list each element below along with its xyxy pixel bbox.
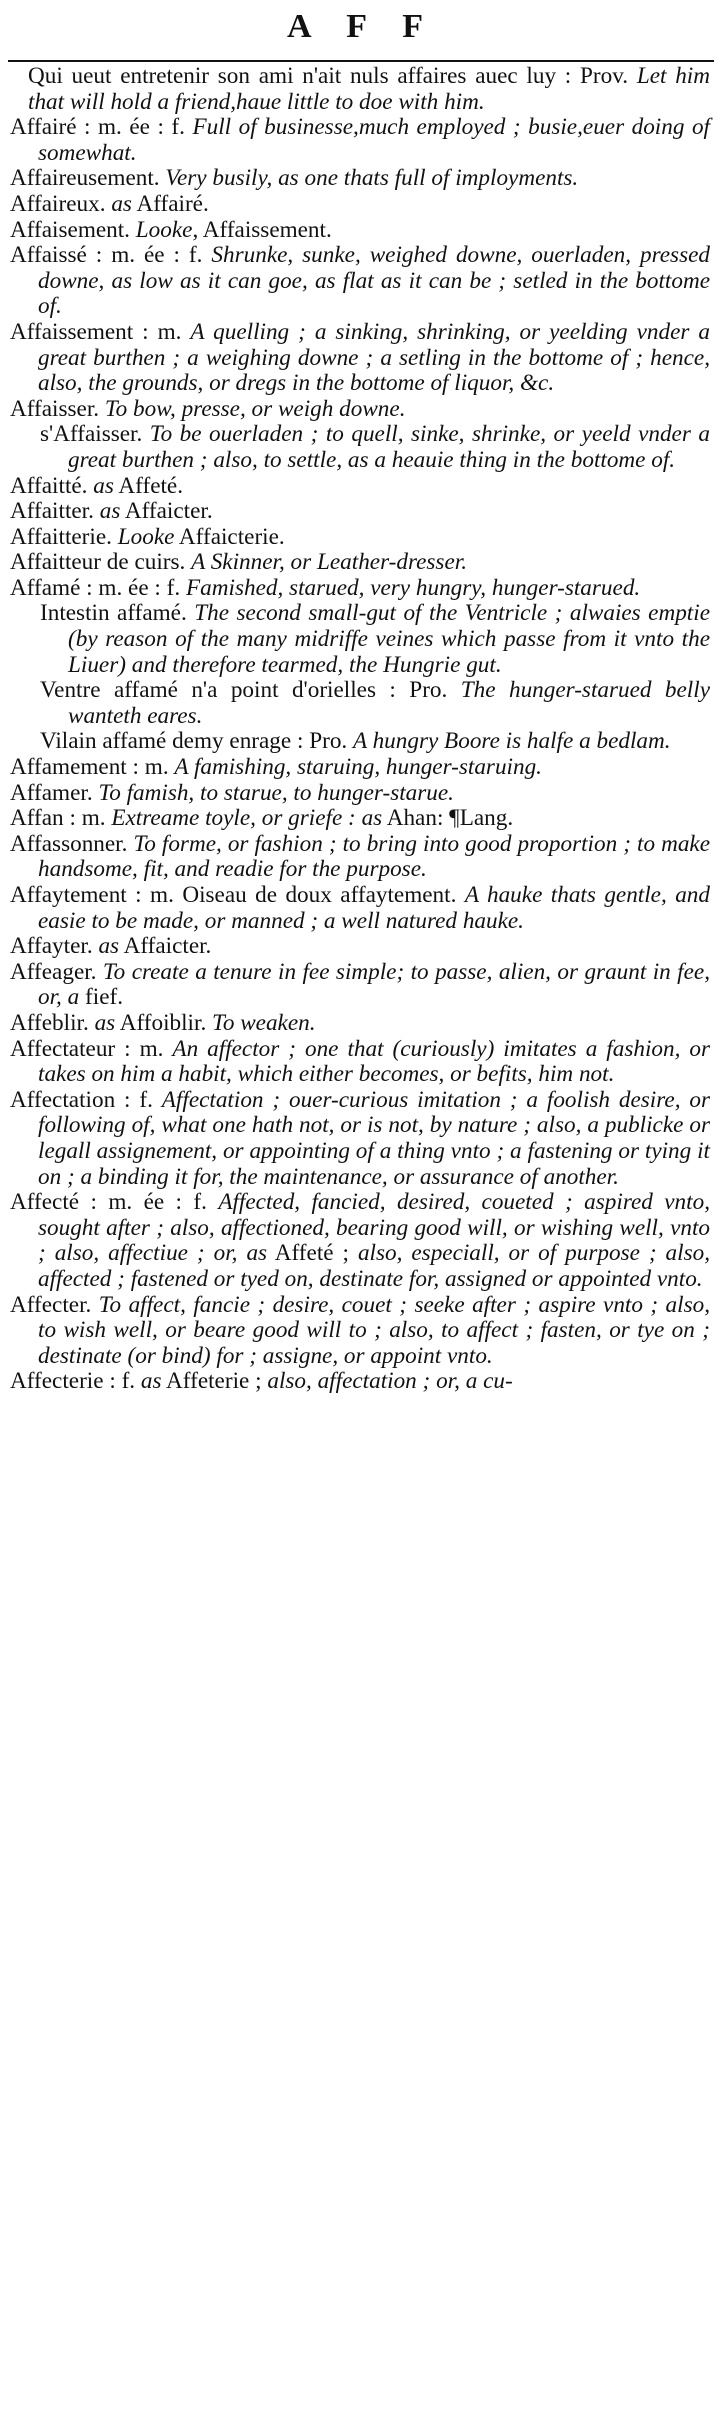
entry-headword: Affaissement : m. [10,318,191,345]
entry-headword: Affeté ; [267,1240,358,1267]
entry-translation: To bow, presse, or weigh downe. [104,395,406,422]
entry-headword: Affeterie ; [161,1368,268,1395]
entry-headword: Affaitté. [10,472,94,499]
sub-entry [10,601,710,678]
dictionary-entry [10,755,710,781]
dictionary-entry [10,576,710,602]
entry-headword: Affaicter. [120,498,213,525]
entry-translation: Very busily, as one thats full of imployments. [165,165,579,192]
entry-headword: Affeblir. [10,1009,95,1036]
dictionary-entry [10,1011,710,1037]
entry-translation: Full of businesse,much employed ; busie,euer doing of somewhat. [38,114,710,166]
entry-translation: as [98,933,120,960]
entry-headword: Affayter. [10,933,99,960]
entry-headword: Affaireusement. [10,165,166,192]
dictionary-entry [10,1293,710,1370]
entry-translation: as [111,190,132,217]
entry-translation: as [93,472,114,499]
entry-translation: as [94,1009,116,1036]
entry-translation: The hunger-starued belly wanteth eares. [68,677,710,729]
entry-headword: Affan : m. [10,805,112,832]
dictionary-entry [10,934,710,960]
entry-headword: Affaisser. [10,395,105,422]
entry-headword: , Affaissement. [192,216,332,243]
entry-headword: Affecterie : f. [10,1368,141,1395]
entry-headword: Affeager. [10,958,103,985]
dictionary-entry [10,499,710,525]
entry-headword: s'Affaisser. [40,421,150,448]
dictionary-entry [10,883,710,934]
dictionary-entry [10,1190,710,1292]
entry-translation: as [99,498,121,525]
entry-headword: Affaitteur de cuirs. [10,549,192,576]
entry-translation: Shrunke, sunke, weighed downe, ouerladen, pressed downe, as low as it can goe, as flat as it can be ; setled in the bottome of. [38,242,710,320]
entry-headword: Affecté : m. ée : f. [10,1189,219,1216]
dictionary-entry [10,474,710,500]
sub-entry [10,422,710,473]
entry-headword: Affoiblir. [115,1009,213,1036]
entry-translation: To forme, or fashion ; to bring into good proportion ; to make handsome, fit, and readie for the purpose. [38,830,711,883]
entry-headword: Intestin affamé. [40,600,195,627]
entry-headword: fief. [79,984,124,1011]
entry-translation: To be ouerladen ; to quell, sinke, shrinke, or yeeld vnder a great burthen ; also, to settle, as a heauie thing in the bottome of. [68,421,710,473]
dictionary-entry [10,550,710,576]
entry-headword: Affaireux. [10,190,112,217]
dictionary-entry [10,192,710,218]
dictionary-entry [10,115,710,166]
entry-translation: Affected, fancied, desired, coueted ; aspired vnto, sought after ; also, affectioned, bearing good will, or wishing well, vnto ; also, affectiue ; or, as [38,1189,710,1267]
entry-headword: Affecter. [10,1291,99,1318]
dictionary-entry [10,243,710,320]
entry-translation: The second small-gut of the Ventricle ; alwaies emptie (by reason of the many midriffe veines which passe from it vnto the Liuer) and therefore tearmed, the Hungrie gut. [68,600,710,678]
entry-headword: Affassonner. [10,830,134,857]
sub-entry [10,729,710,755]
dictionary-entry [10,1369,710,1395]
entry-translation: as [140,1368,162,1395]
dictionary-entry [10,525,710,551]
dictionary-entry [10,64,710,115]
entry-headword: Affaitter. [10,498,100,525]
dictionary-entry [10,960,710,1011]
entry-headword: Affairé : m. ée : f. [10,114,193,141]
entry-translation: To create a tenure in fee simple; to passe, alien, or graunt in fee, or, a [38,958,710,1011]
entry-headword: Affaicter. [119,933,212,960]
entry-translation: Extreame toyle, or griefe : as [111,805,383,832]
dictionary-entry [10,218,710,244]
entry-headword: Ventre affamé n'a point d'orielles : Pro. [40,677,461,704]
entry-headword: Affaissé : m. ée : f. [10,242,212,269]
entry-translation: A famishing, staruing, hunger-staruing. [174,754,542,781]
entry-translation: To affect, fancie ; desire, couet ; seeke after ; aspire vnto ; also, to wish well, or beare good will to ; also, to affect ; fasten, or tye on ; destinate (or bind) for ; assigne, or appoint vnto. [38,1291,711,1369]
entry-translation: An affector ; one that (curiously) imitates a fashion, or takes on him a habit, which either becomes, or befits, him not. [38,1035,710,1088]
dictionary-entry [10,166,710,192]
dictionary-entry [10,806,710,832]
entry-translation: also, especiall, or of purpose ; also, affected ; fastened or tyed on, destinate for, assigned or appointed vnto. [38,1240,710,1292]
entry-headword: Vilain affamé demy enrage : Pro. [40,728,354,755]
entry-translation: also, affectation ; or, a cu- [267,1368,513,1395]
entry-translation: Affectation ; ouer-curious imitation ; a foolish desire, or following of, what one hath not, or is not, by nature ; also, a publicke or legall assignement, or appointing of a thing vnto ; a fastening or tying it on ; a binding it for, the maintenance, or assurance of another. [38,1086,710,1190]
entry-headword: Affamement : m. [10,754,175,781]
entry-list [10,64,710,1395]
entry-translation: A hauke thats gentle, and easie to be made, or manned ; a well natured hauke. [38,882,710,934]
entry-headword: Affaisement. [10,216,136,243]
entry-headword: Affectateur : m. [10,1035,173,1062]
entry-headword: Affaicterie. [174,523,285,550]
dictionary-entry [10,397,710,423]
entry-translation: Looke [117,523,175,550]
entry-headword: Affeté. [113,472,184,499]
dictionary-entry [10,320,710,397]
entry-translation: Looke [135,216,193,243]
entry-headword: Affairé. [131,190,209,217]
entry-headword: Affectation : f. [10,1086,162,1113]
entry-headword: Affamer. [10,779,99,806]
entry-translation: Famished, starued, very hungry, hunger-starued. [186,574,641,601]
entry-translation: A Skinner, or Leather-dresser. [191,549,467,576]
dictionary-entry [10,832,710,883]
entry-translation: To weaken. [212,1009,316,1036]
header-rule [8,60,714,62]
dictionary-entry [10,1088,710,1190]
entry-translation: To famish, to starue, to hunger-starue. [98,779,454,806]
running-head: A F F [287,8,437,45]
entry-translation: A hungry Boore is halfe a bedlam. [353,728,671,755]
dictionary-entry [10,781,710,807]
dictionary-entry [10,1037,710,1088]
sub-entry [10,678,710,729]
entry-headword: Ahan: ¶Lang. [382,805,514,832]
entry-headword: Affaitterie. [10,523,118,550]
entry-translation: A quelling ; a sinking, shrinking, or yeelding vnder a great burthen ; a weighing downe ; a setling in the bottome of ; hence, also, the grounds, or dregs in the bottome of liquor, &c. [38,318,710,397]
entry-headword: Affaytement : m. Oiseau de doux affaytement. [10,882,465,908]
entry-headword: Affamé : m. ée : f. [10,574,186,601]
entry-headword: Qui ueut entretenir son ami n'ait nuls affaires auec luy : Prov. [28,63,637,89]
entry-translation: Let him that will hold a friend,haue little to doe with him. [28,63,710,115]
